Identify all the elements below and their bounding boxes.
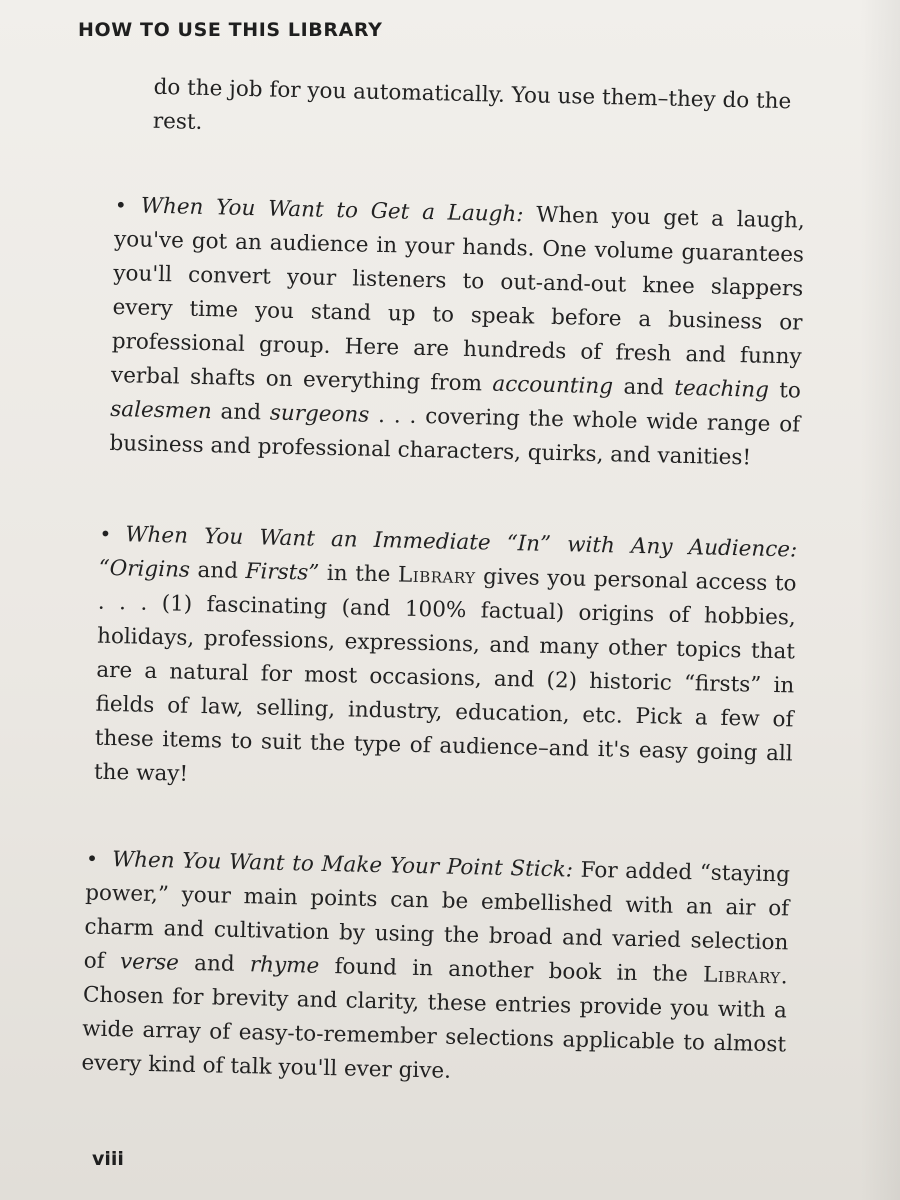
section-paragraph: • When You Want to Get a Laugh: When you get a laugh, you've got an audience in your hands. One volume guarantees you'll convert your listeners to out-and-out knee slappers every time you stand up to speak before a business or professional group. Here are hundreds of fresh and funny verbal shafts on everything from accounting and teaching to salesmen and surgeons . . . covering the whole wide range of business and professional characters, quirks, and vanities! xyxy=(109,188,805,477)
emphasis: Firsts” xyxy=(245,559,320,586)
small-caps-library: Library xyxy=(702,962,782,990)
section-paragraph: • When You Want an Immediate “In” with Any Audience: “Origins and Firsts” in the Library gives you personal access to . . . (1) fascinating (and 100% factual) origins of hobbies, holidays, professions, expressions, and many other topics that are a natural for most occasions, and (2) historic “firsts” in fields of law, selling, industry, education, etc. Pick a few of these items to suit the type of audience–and it's easy going all the way! xyxy=(94,517,798,806)
running-head: HOW TO USE THIS LIBRARY xyxy=(78,19,383,41)
section-immediate-in xyxy=(94,517,798,806)
section-paragraph: • When You Want to Make Your Point Stick: For added “staying power,” your main points can be embellished with an air of charm and cultivation by using the broad and varied selection of verse and rhyme found in another book in the Library. Chosen for brevity and clarity, these entries provide you with a wide array of easy-to-remember selections applicable to almost every kind of talk you'll ever give. xyxy=(81,841,790,1096)
section-get-a-laugh xyxy=(109,188,805,477)
bullet: • xyxy=(85,846,99,871)
section-lead: When You Want to Get a Laugh: xyxy=(140,193,524,228)
body-text xyxy=(81,70,808,1096)
section-point-stick xyxy=(81,841,790,1096)
section-lead: When You Want an Immediate “In” with Any Audience: xyxy=(125,522,798,563)
emphasis: surgeons xyxy=(269,400,370,428)
emphasis: verse xyxy=(119,949,180,976)
bullet: • xyxy=(114,192,128,218)
emphasis: salesmen xyxy=(110,396,213,425)
emphasis: accounting xyxy=(492,371,614,400)
page-number: viii xyxy=(92,1148,124,1170)
emphasis: teaching xyxy=(674,375,770,403)
emphasis: rhyme xyxy=(249,952,320,979)
intro-paragraph: do the job for you automatically. You use them–they do the rest. xyxy=(152,74,792,135)
page-edge-shadow xyxy=(860,0,900,1200)
emphasis: “Origins xyxy=(98,555,191,583)
section-lead: When You Want to Make Your Point Stick: xyxy=(111,847,574,883)
small-caps-library: Library xyxy=(397,562,476,590)
bullet: • xyxy=(99,521,112,546)
